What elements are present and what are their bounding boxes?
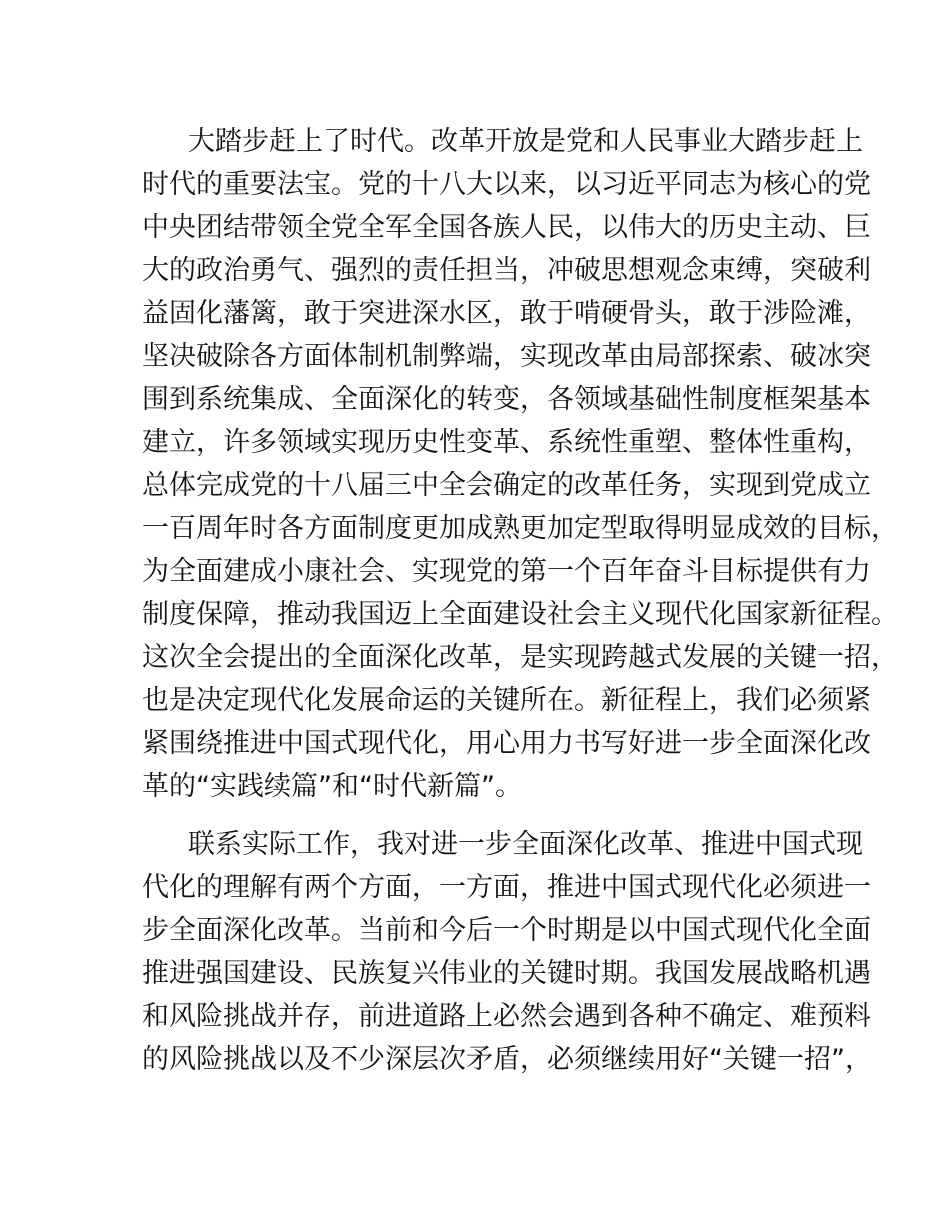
text-line: 中央团结带领全党全军全国各族人民，以伟大的历史主动、巨 bbox=[142, 212, 871, 243]
text-line: 和风险挑战并存，前进道路上必然会遇到各种不确定、难预料 bbox=[142, 1001, 871, 1032]
text-line: 建立，许多领域实现历史性变革、系统性重塑、整体性重构， bbox=[142, 427, 871, 458]
paragraph-1 bbox=[142, 120, 898, 808]
text-line: 推进强国建设、民族复兴伟业的关键时期。我国发展战略机遇 bbox=[142, 958, 871, 989]
text-line: 代化的理解有两个方面，一方面，推进中国式现代化必须进一 bbox=[142, 872, 871, 903]
text-line: 联系实际工作，我对进一步全面深化改革、推进中国式现 bbox=[188, 829, 863, 860]
text-line: 时代的重要法宝。党的十八大以来，以习近平同志为核心的党 bbox=[142, 169, 871, 200]
text-line: 革的“实践续篇”和“时代新篇”。 bbox=[142, 771, 522, 802]
text-line: 也是决定现代化发展命运的关键所在。新征程上，我们必须紧 bbox=[142, 685, 871, 716]
text-line: 益固化藩篱，敢于突进深水区，敢于啃硬骨头，敢于涉险滩， bbox=[142, 298, 871, 329]
text-line: 的风险挑战以及不少深层次矛盾，必须继续用好“关键一招”， bbox=[142, 1044, 872, 1075]
text-line: 大的政治勇气、强烈的责任担当，冲破思想观念束缚，突破利 bbox=[142, 255, 871, 286]
text-line: 大踏步赶上了时代。改革开放是党和人民事业大踏步赶上 bbox=[188, 126, 863, 157]
text-line: 步全面深化改革。当前和今后一个时期是以中国式现代化全面 bbox=[142, 915, 871, 946]
text-line: 围到系统集成、全面深化的转变，各领域基础性制度框架基本 bbox=[142, 384, 871, 415]
text-line: 这次全会提出的全面深化改革，是实现跨越式发展的关键一招， bbox=[142, 642, 898, 673]
document-page bbox=[142, 120, 898, 1081]
text-line: 为全面建成小康社会、实现党的第一个百年奋斗目标提供有力 bbox=[142, 556, 871, 587]
text-line: 坚决破除各方面体制机制弊端，实现改革由局部探索、破冰突 bbox=[142, 341, 871, 372]
paragraph-2 bbox=[142, 823, 872, 1081]
text-line: 紧围绕推进中国式现代化，用心用力书写好进一步全面深化改 bbox=[142, 728, 871, 759]
text-line: 制度保障，推动我国迈上全面建设社会主义现代化国家新征程。 bbox=[142, 599, 898, 630]
text-line: 总体完成党的十八届三中全会确定的改革任务，实现到党成立 bbox=[142, 470, 871, 501]
text-line: 一百周年时各方面制度更加成熟更加定型取得明显成效的目标， bbox=[142, 513, 898, 544]
